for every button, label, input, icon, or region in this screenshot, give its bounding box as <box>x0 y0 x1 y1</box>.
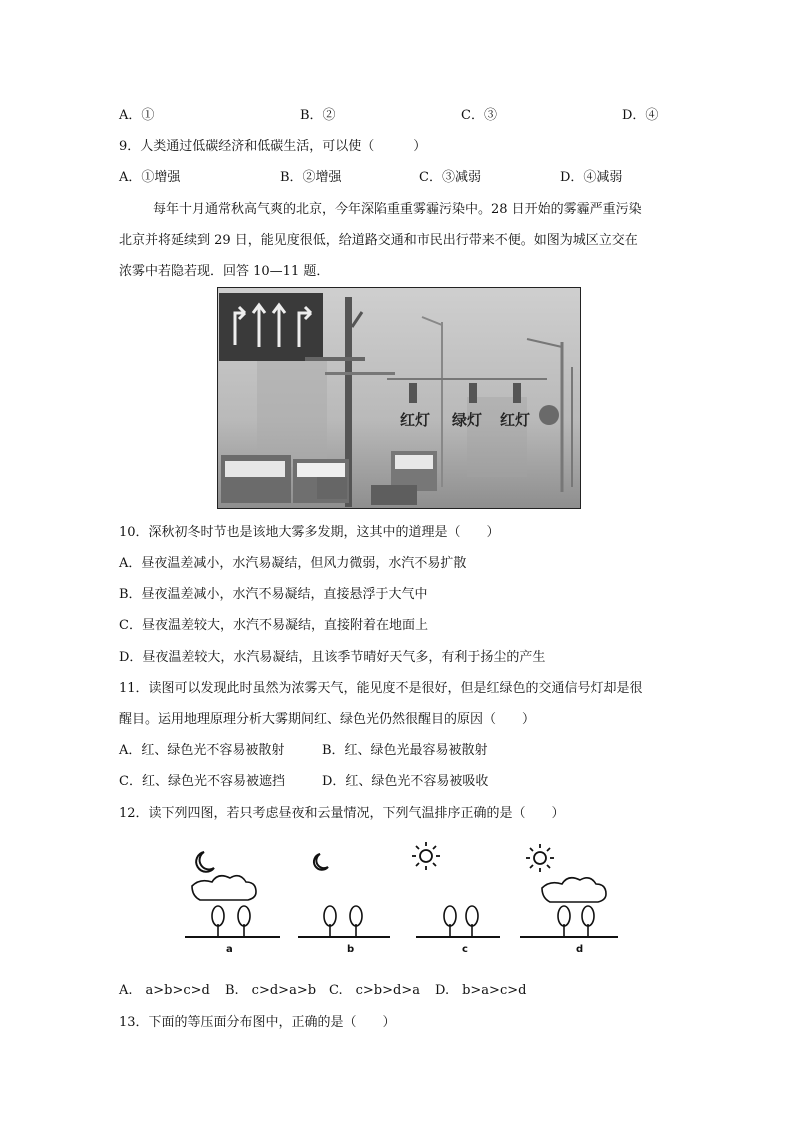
q13-stem: 13．下面的等压面分布图中，正确的是（ ） <box>119 1015 396 1030</box>
q8-option-c: C．③ <box>461 108 497 123</box>
sun-icon <box>412 842 440 870</box>
weather-diagrams <box>180 838 620 968</box>
tree-icon <box>558 906 570 926</box>
tree-icon <box>444 906 456 926</box>
panel-label-b: b <box>347 944 355 955</box>
tree-icon <box>466 906 478 926</box>
q12-option-c: C. c>b>d>a <box>329 983 420 998</box>
q10-stem: 10．深秋初冬时节也是该地大雾多发期，这其中的道理是（ ） <box>119 525 500 540</box>
panel-label-c: c <box>462 944 468 955</box>
q10-option-a: A．昼夜温差减小，水汽易凝结，但风力微弱，水汽不易扩散 <box>119 556 467 571</box>
q12-option-d: D. b>a>c>d <box>435 983 527 998</box>
tree-icon <box>324 906 336 926</box>
cloud-icon <box>542 878 606 902</box>
q11-option-b: B．红、绿色光最容易被散射 <box>322 743 488 758</box>
tree-icon <box>350 906 362 926</box>
q12-stem: 12．读下列四图，若只考虑昼夜和云量情况，下列气温排序正确的是（ ） <box>119 806 565 821</box>
passage-line-1: 每年十月通常秋高气爽的北京，今年深陷重重雾霾污染中。28 日开始的雾霾严重污染 <box>153 202 642 217</box>
q11-stem-line-2: 醒目。运用地理原理分析大雾期间红、绿色光仍然很醒目的原因（ ） <box>119 712 536 727</box>
panel-label-a: a <box>226 944 233 955</box>
tree-icon <box>582 906 594 926</box>
q11-option-a: A．红、绿色光不容易被散射 <box>119 743 285 758</box>
foggy-intersection-photo <box>217 287 581 509</box>
panel-label-d: d <box>576 944 584 955</box>
photo-label-red-2: 红灯 <box>500 411 531 429</box>
moon-icon <box>196 852 214 872</box>
q9-option-c: C．③减弱 <box>419 170 481 185</box>
q8-option-d: D．④ <box>622 108 659 123</box>
q9-stem: 9．人类通过低碳经济和低碳生活，可以使（ ） <box>119 139 427 154</box>
q10-option-b: B．昼夜温差减小，水汽不易凝结，直接悬浮于大气中 <box>119 587 428 602</box>
sun-icon <box>526 844 554 872</box>
q10-option-c: C．昼夜温差较大，水汽不易凝结，直接附着在地面上 <box>119 618 428 633</box>
q11-option-c: C．红、绿色光不容易被遮挡 <box>119 774 285 789</box>
panel-d <box>520 844 618 955</box>
q9-option-a: A．①增强 <box>119 170 181 185</box>
q11-option-d: D．红、绿色光不容易被吸收 <box>322 774 489 789</box>
tree-icon <box>212 906 224 926</box>
photo-label-red-1: 红灯 <box>400 411 431 429</box>
passage-line-3: 浓雾中若隐若现．回答 10—11 题． <box>119 264 330 279</box>
passage-line-2: 北京并将延续到 29 日，能见度很低，给道路交通和市民出行带来不便。如图为城区立交在 <box>119 233 638 248</box>
q10-option-d: D．昼夜温差较大，水汽易凝结，且该季节晴好天气多，有利于扬尘的产生 <box>119 650 546 665</box>
moon-icon <box>314 854 328 870</box>
panel-c <box>412 842 500 955</box>
q8-option-a: A．① <box>119 108 155 123</box>
q9-option-b: B．②增强 <box>280 170 342 185</box>
q11-stem-line-1: 11．读图可以发现此时虽然为浓雾天气，能见度不是很好，但是红绿色的交通信号灯却是很 <box>119 681 643 696</box>
q12-option-b: B. c>d>a>b <box>225 983 317 998</box>
cloud-icon <box>192 876 256 900</box>
tree-icon <box>238 906 250 926</box>
q9-option-d: D．④减弱 <box>560 170 623 185</box>
q8-option-b: B．② <box>300 108 336 123</box>
panel-b <box>298 854 390 955</box>
q12-option-a: A. a>b>c>d <box>119 983 210 998</box>
panel-a <box>185 852 280 955</box>
photo-label-green: 绿灯 <box>452 411 483 429</box>
